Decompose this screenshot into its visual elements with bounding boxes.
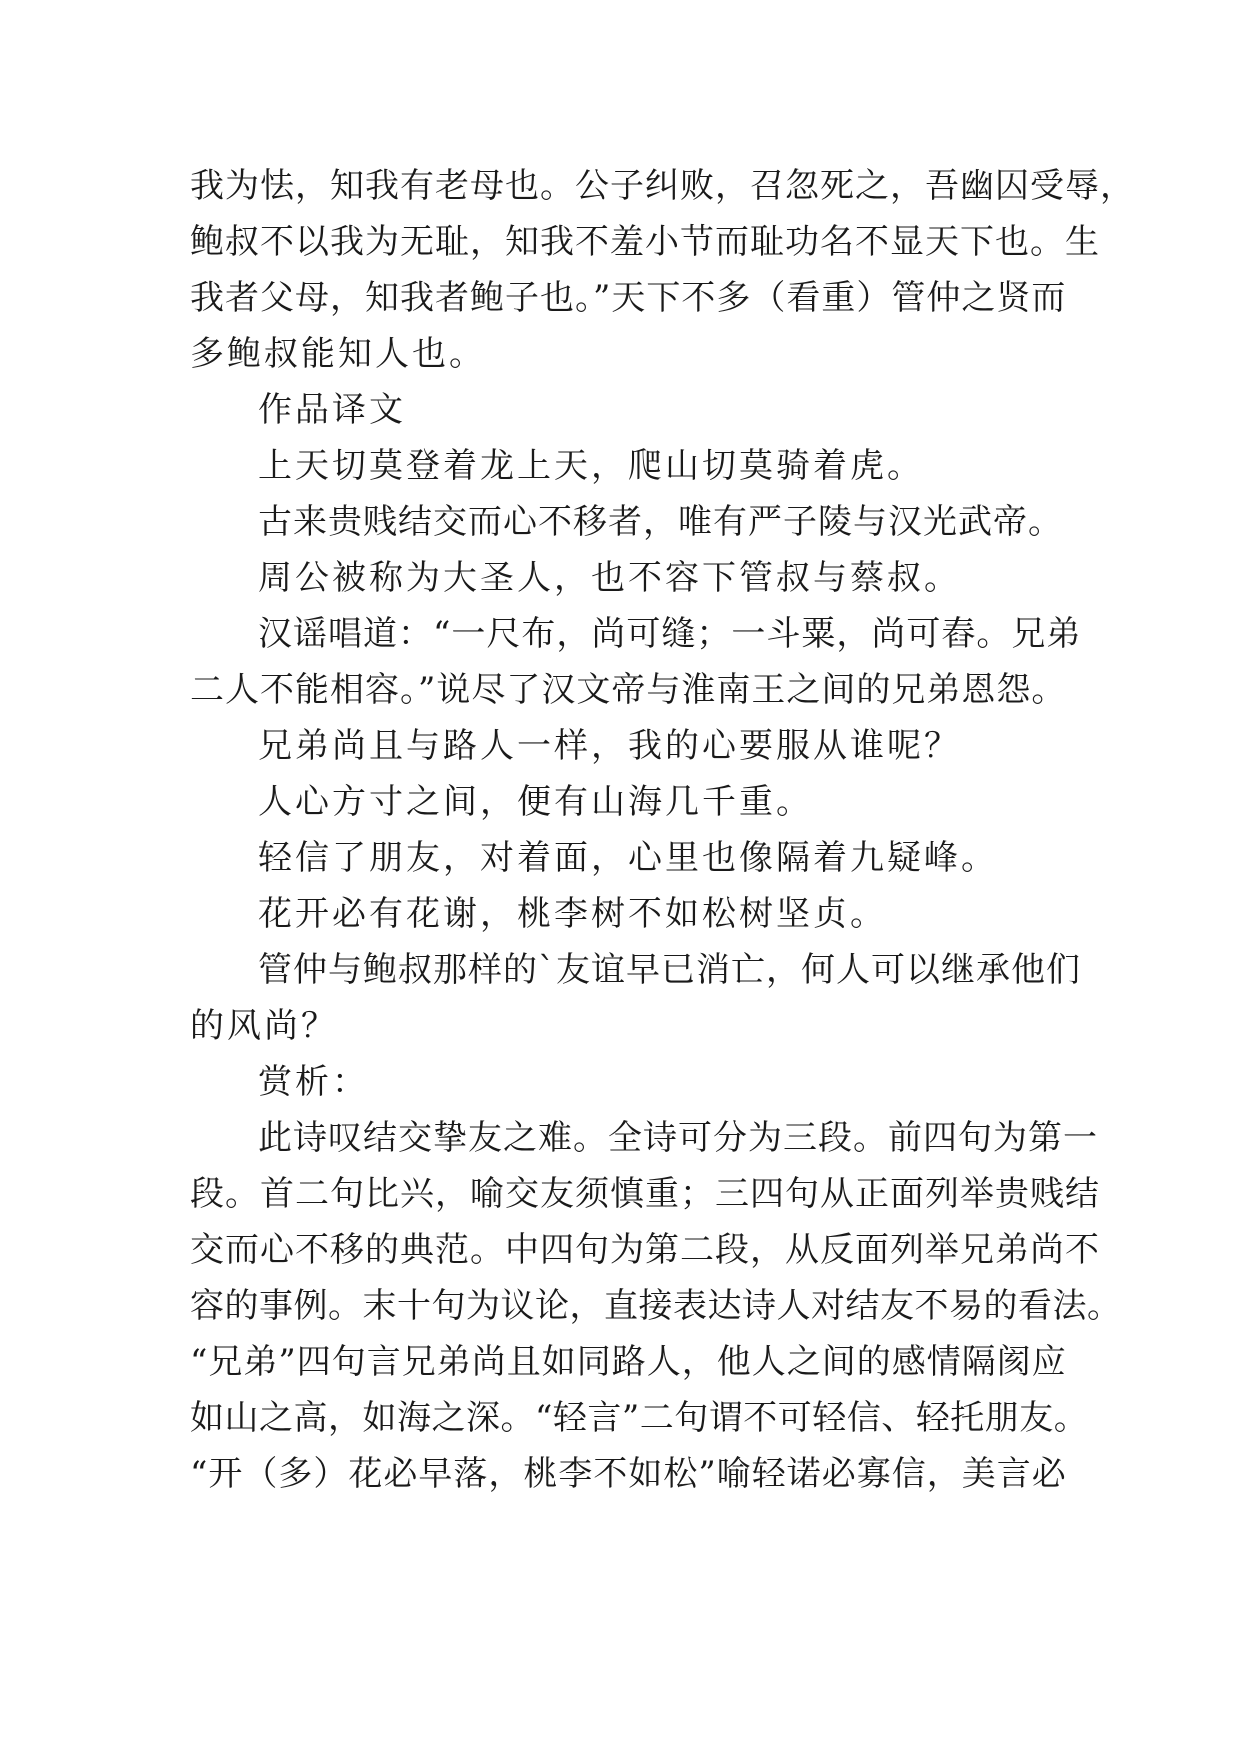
text-line: 我为怯，知我有老母也。公子纠败，召忽死之，吾幽囚受辱，: [190, 166, 1135, 206]
text-line: 汉谣唱道：“一尺布，尚可缝；一斗粟，尚可舂。兄弟: [258, 614, 1082, 654]
section-heading-analysis: 赏析：: [258, 1062, 369, 1102]
document-body: [190, 158, 1135, 1502]
section-heading-translation: 作品译文: [258, 390, 406, 430]
text-line: 兄弟尚且与路人一样，我的心要服从谁呢？: [258, 726, 961, 766]
text-line: 花开必有花谢，桃李树不如松树坚贞。: [258, 894, 887, 934]
text-line: “开（多）花必早落，桃李不如松”喻轻诺必寡信，美言必: [190, 1454, 1067, 1494]
text-line: 交而心不移的典范。中四句为第二段，从反面列举兄弟尚不: [190, 1230, 1100, 1270]
text-line: 容的事例。末十句为议论，直接表达诗人对结友不易的看法。: [190, 1286, 1122, 1326]
text-line: 段。首二句比兴，喻交友须慎重；三四句从正面列举贵贱结: [190, 1174, 1100, 1214]
text-line: 管仲与鲍叔那样的`友谊早已消亡，何人可以继承他们: [258, 950, 1081, 990]
text-line: 鲍叔不以我为无耻，知我不羞小节而耻功名不显天下也。生: [190, 222, 1100, 262]
text-line: 多鲍叔能知人也。: [190, 334, 486, 374]
text-line: 人心方寸之间，便有山海几千重。: [258, 782, 813, 822]
text-line: 二人不能相容。”说尽了汉文帝与淮南王之间的兄弟恩怨。: [190, 670, 1067, 710]
text-line: 上天切莫登着龙上天，爬山切莫骑着虎。: [258, 446, 924, 486]
text-line: 轻信了朋友，对着面，心里也像隔着九疑峰。: [258, 838, 998, 878]
text-line: 的风尚？: [190, 1006, 338, 1046]
text-line: 周公被称为大圣人，也不容下管叔与蔡叔。: [258, 558, 961, 598]
text-line: 我者父母，知我者鲍子也。”天下不多（看重）管仲之贤而: [190, 278, 1067, 318]
text-line: 此诗叹结交挚友之难。全诗可分为三段。前四句为第一: [258, 1118, 1098, 1158]
text-line: “兄弟”四句言兄弟尚且如同路人，他人之间的感情隔阂应: [190, 1342, 1067, 1382]
text-line: 如山之高，如海之深。“轻言”二句谓不可轻信、轻托朋友。: [190, 1398, 1089, 1438]
text-line: 古来贵贱结交而心不移者，唯有严子陵与汉光武帝。: [258, 502, 1063, 542]
